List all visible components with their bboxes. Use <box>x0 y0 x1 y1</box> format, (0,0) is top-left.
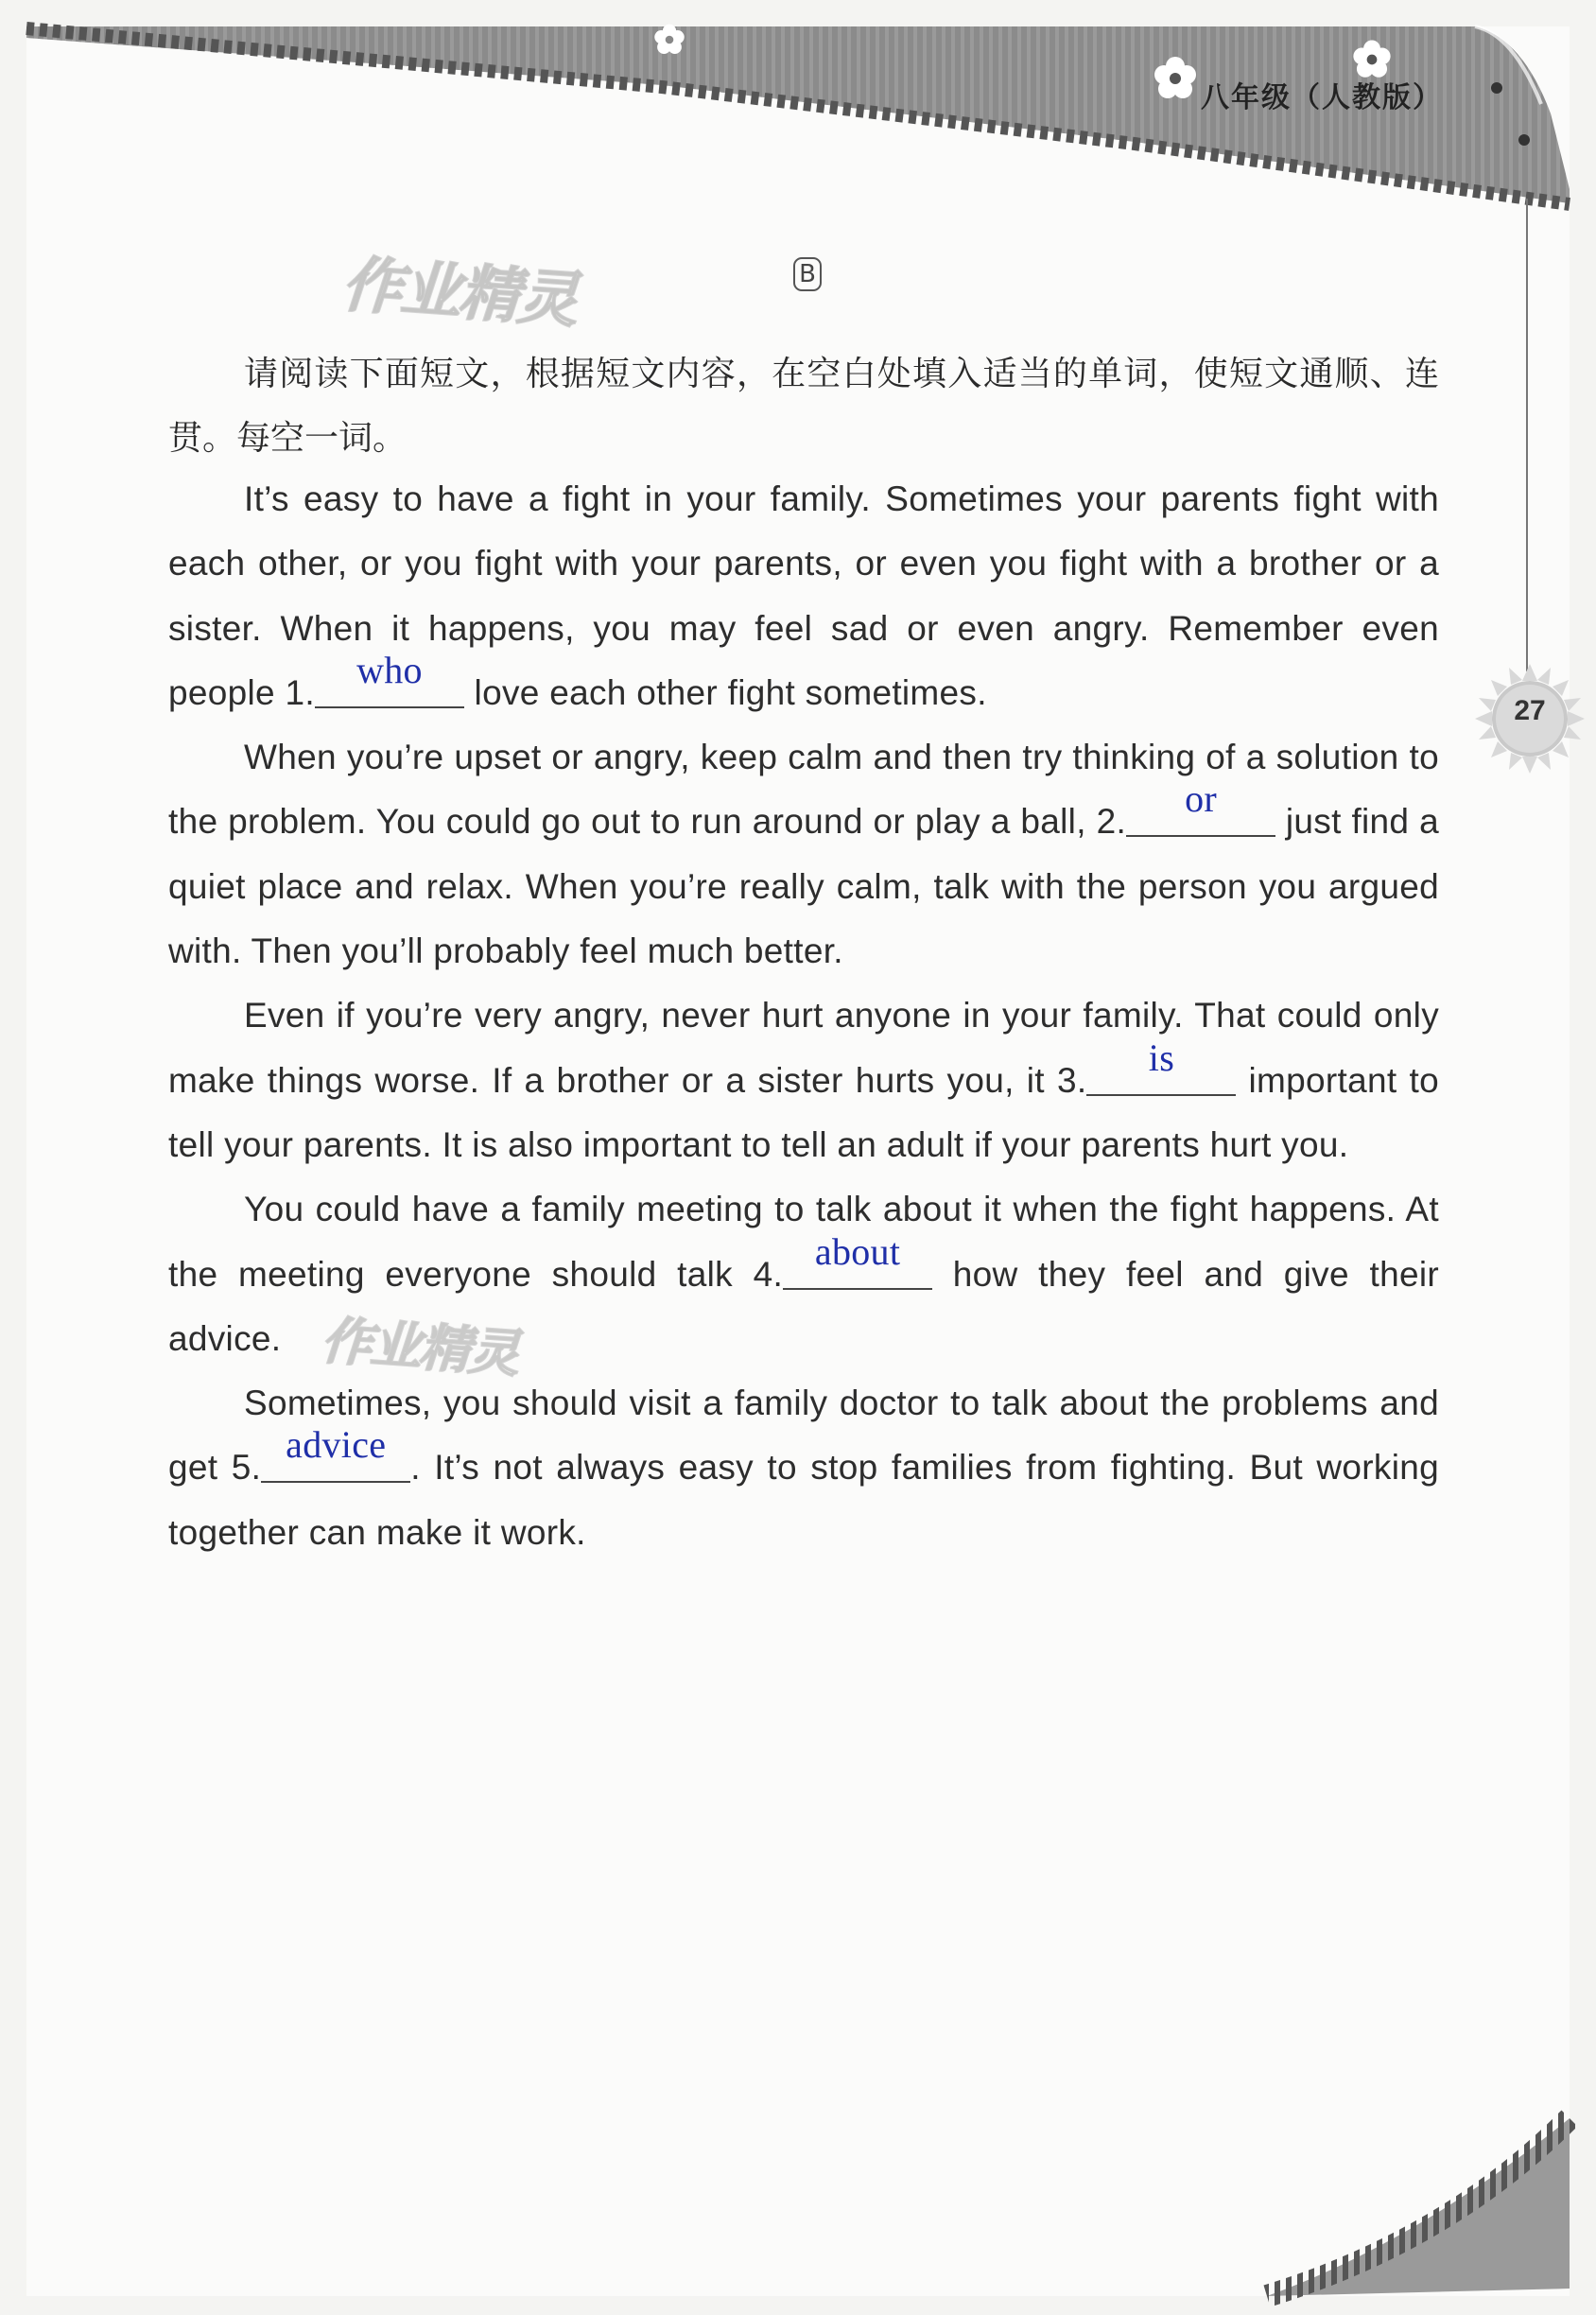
blank-number: 3. <box>1056 1060 1087 1100</box>
instructions: 请阅读下面短文，根据短文内容，在空白处填入适当的单词，使短文通顺、连贯。每空一词。 <box>168 355 1439 458</box>
answer-blank-2 <box>1126 777 1275 837</box>
answer-blank-1 <box>315 648 464 708</box>
answer-blank-3 <box>1086 1036 1236 1096</box>
page-number: 27 <box>1514 695 1546 726</box>
paragraph-3: Even if you’re very angry, never hurt anyone in your family. That could only make things worse. If a brother or a sister hurts you, it 3. is important to tell your parents. It is also important to tell an adult if your parents hurt you. <box>168 996 1439 1164</box>
section-label: B <box>790 255 824 293</box>
blank-number: 2. <box>1096 802 1127 842</box>
blank-number: 4. <box>753 1254 784 1294</box>
flower-icon <box>651 21 688 59</box>
page-edge-line <box>1526 199 1528 671</box>
footer-decoration <box>1229 2099 1596 2315</box>
blank-number: 1. <box>285 672 315 712</box>
answer-text: advice <box>286 1423 387 1467</box>
answer-blank-4 <box>783 1229 932 1290</box>
passage <box>168 467 1439 1565</box>
watermark: 作业精灵 <box>319 1310 520 1384</box>
answer-text: who <box>356 648 423 691</box>
flower-icon <box>1149 52 1202 105</box>
paragraph-1: It’s easy to have a fight in your family. Sometimes your parents fight with each other, or you fight with your parents, or even you fight with a brother or a sister. When it happens, you may feel sad or even angry. Remember even people 1. who love each other fight sometimes. <box>168 479 1439 712</box>
header-title: 八年级（人教版） <box>1201 81 1443 114</box>
paragraph-5: Sometimes, you should visit a family doctor to talk about the problems and get 5. advice . It’s not always easy to stop families from fighting. But working together can make it work. <box>168 1384 1439 1552</box>
answer-text: or <box>1185 777 1218 821</box>
answer-blank-5 <box>261 1423 410 1483</box>
answer-text: about <box>814 1229 901 1273</box>
blank-number: 5. <box>231 1448 262 1488</box>
answer-text: is <box>1148 1036 1175 1079</box>
watermark: 作业精灵 <box>339 250 579 337</box>
paragraph-4: You could have a family meeting to talk about it when the fight happens. At the meeting everyone should talk 4. about how they feel and give their advice. <box>168 1190 1440 1358</box>
paragraph-2: When you’re upset or angry, keep calm and then try thinking of a solution to the problem. You could go out to run around or play a ball, 2. or just find a quiet place and relax. When you’re really calm, talk with the person you argued with. Then you’ll probably feel much better. <box>168 738 1440 971</box>
